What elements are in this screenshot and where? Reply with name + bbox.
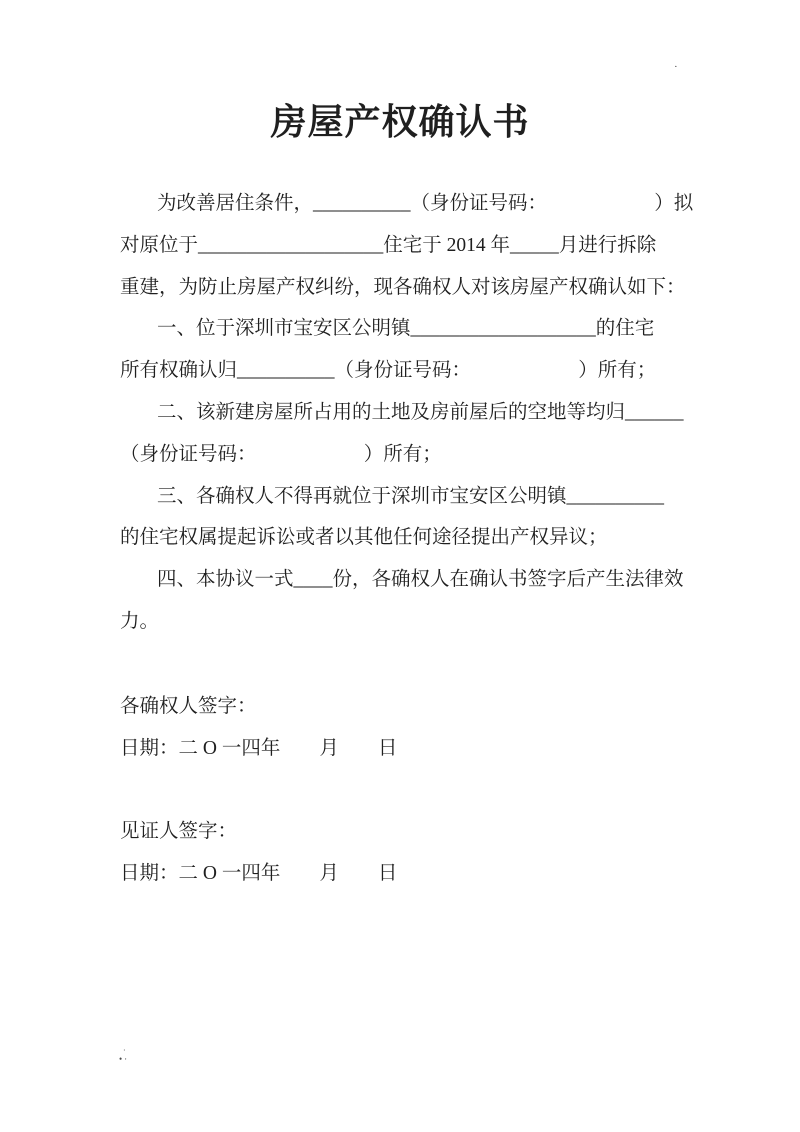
owners-signature-label: 各确权人签字： [120, 696, 257, 717]
scan-artifact-bottom-left-upper: · [123, 1046, 126, 1055]
witness-signature-label: 见证人签字： [120, 821, 238, 842]
owners-date-line: 日期：二 O 一四年 月 日 [120, 737, 398, 759]
paragraph-line: 为改善居住条件，__________（身份证号码： ）拟 [157, 193, 694, 214]
paragraph-line: 对原位于___________________住宅于 2014 年_____月进行拆除 [120, 234, 657, 256]
clause-2-line: （身份证号码： ）所有； [120, 443, 442, 465]
clause-2-line: 二、该新建房屋所占用的土地及房前屋后的空地等均归______ [157, 401, 684, 423]
paragraph-line: 重建，为防止房屋产权纠纷，现各确权人对该房屋产权确认如下： [120, 276, 686, 298]
clause-1-line: 一、位于深圳市宝安区公明镇___________________的住宅 [157, 318, 655, 340]
clause-4-line: 力。 [120, 610, 160, 632]
clause-3-line: 三、各确权人不得再就位于深圳市宝安区公明镇__________ [157, 485, 665, 507]
scan-artifact-bottom-left-lower: •· [119, 1054, 130, 1064]
signature-block-witness [120, 811, 397, 895]
clause-3-line: 的住宅权属提起诉讼或者以其他任何途径提出产权异议； [120, 527, 608, 549]
scan-artifact-top-right: · [674, 61, 678, 73]
document-body [120, 183, 694, 643]
signature-block-owners [120, 686, 397, 770]
clause-1-line: 所有权确认归__________（身份证号码： ）所有； [120, 360, 657, 382]
clause-4-line: 四、本协议一式____份，各确权人在确认书签字后产生法律效 [157, 569, 684, 591]
witness-date-line: 日期：二 O 一四年 月 日 [120, 862, 398, 884]
document-title: 房屋产权确认书 [270, 102, 530, 142]
